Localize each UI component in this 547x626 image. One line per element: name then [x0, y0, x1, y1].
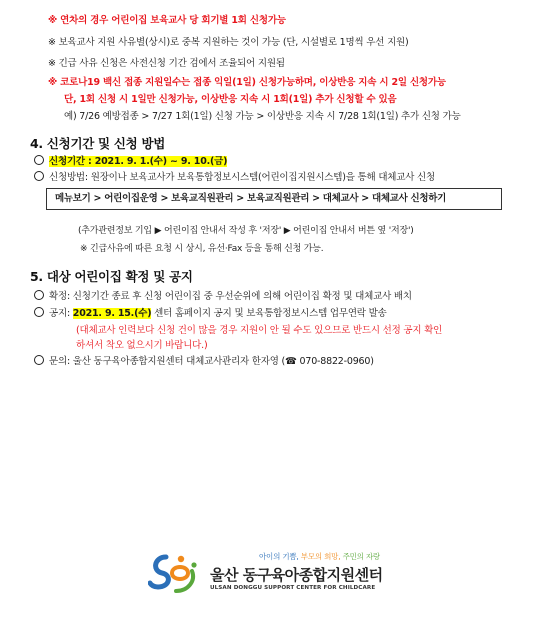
center-name: 울산 동구육아종합지원센터	[210, 566, 383, 584]
menu-path-box	[46, 188, 502, 210]
note-duplicate-support: ※ 보육교사 지원 사유별(상시)로 중복 지원하는 것이 가능 (단, 시설별로 1명씩 우선 지원)	[48, 37, 409, 48]
bullet-circle-icon	[34, 355, 44, 365]
contact-text: 문의: 울산 동구육아종합지원센터 대체교사관리자 한자영 (☎ 070-8822-0960)	[49, 356, 374, 367]
center-logo	[148, 551, 408, 599]
note-annual-leave: ※ 연차의 경우 어린이집 보육교사 당 회기별 1회 신청가능	[48, 15, 286, 26]
application-period	[34, 155, 227, 168]
menu-separator: >	[160, 193, 169, 204]
center-tagline	[259, 551, 380, 562]
center-logo-icon	[148, 551, 198, 597]
menu-step: 메뉴보기	[55, 193, 91, 204]
bullet-circle-icon	[34, 290, 44, 300]
bullet-circle-icon	[34, 171, 44, 181]
menu-step: 보육교직원관리	[246, 193, 310, 204]
notice	[34, 307, 387, 320]
contact	[34, 355, 374, 368]
application-method-text: 신청방법: 원장이나 보육교사가 보육통합정보시스템(어린이집지원시스템)을 통해 대체교사 신청	[49, 172, 436, 183]
bullet-circle-icon	[34, 307, 44, 317]
notice-label: 공지:	[49, 308, 73, 319]
tagline-part: 아이의 기쁨,	[259, 552, 301, 561]
urgent-request-note: ※ 긴급사유에 따른 요청 시 상시, 유선·Fax 등을 통해 신청 가능.	[80, 244, 324, 254]
notice-date: 2021. 9. 15.(수)	[72, 308, 152, 319]
section-5-title: 5. 대상 어린이집 확정 및 공지	[30, 269, 193, 284]
tagline-part: 부모의 희망,	[300, 552, 343, 561]
note-example: 예) 7/26 예방접종 > 7/27 1회(1일) 신청 가능 > 이상반응 지속 시 7/28 1회(1일) 추가 신청 가능	[64, 111, 461, 122]
bullet-circle-icon	[34, 155, 44, 165]
menu-separator: >	[236, 193, 244, 204]
notice-warning: (대체교사 인력보다 신청 건이 많을 경우 지원이 안 될 수도 있으므로 반드시 선정 공지 확인	[76, 325, 443, 336]
menu-separator: >	[312, 193, 320, 204]
notice-warning-cont: 하셔서 착오 없으시기 바랍니다.)	[76, 340, 208, 351]
menu-step: 대체교사	[322, 193, 359, 204]
note-covid-vaccine-cont: 단, 1회 신청 시 1일만 신청가능, 이상반응 지속 시 1회(1일) 추가 신청할 수 있음	[64, 94, 397, 105]
menu-separator: >	[361, 193, 369, 204]
menu-step: 어린이집운영	[104, 193, 158, 204]
center-name-english: ULSAN DONGGU SUPPORT CENTER FOR CHILDCARE	[210, 585, 376, 591]
menu-step: 대체교사 신청하기	[371, 193, 446, 204]
application-period-text: 신청기간 : 2021. 9. 1.(수) ~ 9. 10.(금)	[49, 156, 228, 167]
notice-text: 센터 홈페이지 공지 및 보육통합정보시스템 업무연락 발송	[151, 308, 387, 319]
menu-separator: >	[93, 193, 102, 204]
menu-step: 보육교직원관리	[171, 193, 234, 204]
note-covid-vaccine: ※ 코로나19 백신 접종 지원일수는 접종 익일(1일) 신청가능하며, 이상반응 지속 시 2일 신청가능	[48, 77, 446, 88]
tagline-part: 주민의 자랑	[342, 552, 380, 561]
additional-info: (추가관련정보 기입 ▶ 어린이집 안내서 작성 후 '저장' ▶ 어린이집 안내서 버튼 옆 '저장')	[78, 226, 414, 236]
application-method	[34, 171, 435, 184]
confirmation	[34, 290, 412, 303]
note-urgent-reason: ※ 긴급 사유 신청은 사전신청 기간 검에서 조율되어 지원됨	[48, 58, 285, 69]
confirmation-text: 확정: 신청기간 종료 후 신청 어린이집 중 우선순위에 의해 어린이집 확정 및 대체교사 배치	[49, 291, 412, 302]
section-4-title: 4. 신청기간 및 신청 방법	[30, 136, 166, 151]
